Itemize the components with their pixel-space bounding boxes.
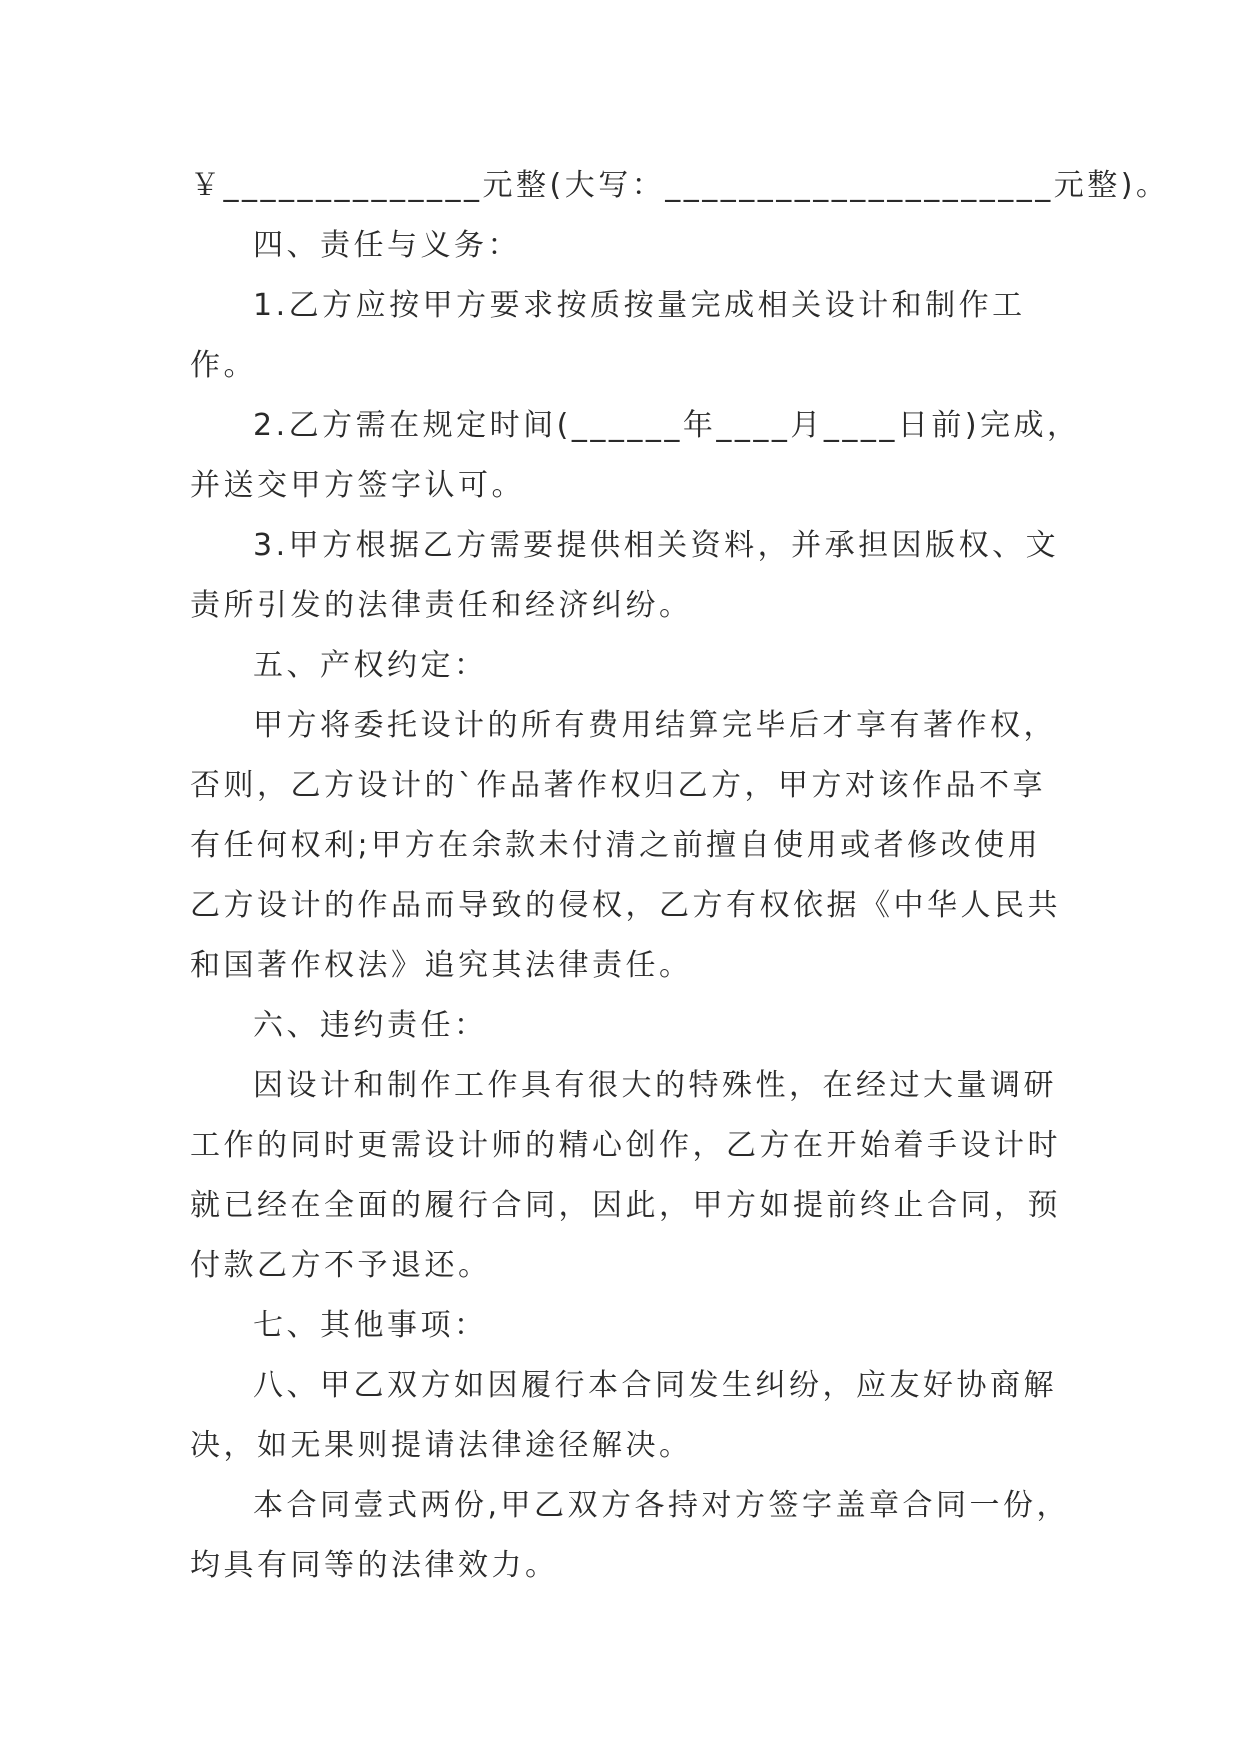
clause-3-line-1: 3.甲方根据乙方需要提供相关资料，并承担因版权、文	[253, 528, 1060, 563]
copies-line-1: 本合同壹式两份,甲乙双方各持对方签字盖章合同一份，	[253, 1488, 1071, 1523]
breach-line-2: 工作的同时更需设计师的精心创作，乙方在开始着手设计时	[190, 1128, 1061, 1163]
clause-2-line-1: 2.乙方需在规定时间(______年____月____日前)完成，	[253, 408, 1081, 443]
property-rights-line-4: 乙方设计的作品而导致的侵权，乙方有权依据《中华人民共	[190, 888, 1061, 923]
property-rights-line-2: 否则，乙方设计的`作品著作权归乙方，甲方对该作品不享	[190, 768, 1046, 803]
section-heading-property-rights: 五、产权约定：	[253, 648, 488, 683]
property-rights-line-1: 甲方将委托设计的所有费用结算完毕后才享有著作权，	[253, 708, 1057, 743]
breach-line-4: 付款乙方不予退还。	[190, 1248, 492, 1283]
contract-body	[190, 156, 1170, 1596]
breach-line-1: 因设计和制作工作具有很大的特殊性，在经过大量调研	[253, 1068, 1057, 1103]
dispute-line-1: 八、甲乙双方如因履行本合同发生纠纷，应友好协商解	[253, 1368, 1057, 1403]
section-heading-other-matters: 七、其他事项：	[253, 1308, 488, 1343]
amount-line: ￥______________元整(大写：_____________________元整)。	[190, 168, 1170, 203]
clause-2-line-2: 并送交甲方签字认可。	[190, 468, 525, 503]
clause-1-line-1: 1.乙方应按甲方要求按质按量完成相关设计和制作工	[253, 288, 1026, 323]
clause-1-line-2: 作。	[190, 348, 257, 383]
clause-3-line-2: 责所引发的法律责任和经济纠纷。	[190, 588, 693, 623]
section-heading-responsibilities: 四、责任与义务：	[253, 228, 521, 263]
property-rights-line-3: 有任何权利;甲方在余款未付清之前擅自使用或者修改使用	[190, 828, 1042, 863]
breach-line-3: 就已经在全面的履行合同，因此，甲方如提前终止合同，预	[190, 1188, 1061, 1223]
section-heading-breach: 六、违约责任：	[253, 1008, 488, 1043]
copies-line-2: 均具有同等的法律效力。	[190, 1548, 559, 1583]
dispute-line-2: 决，如无果则提请法律途径解决。	[190, 1428, 693, 1463]
property-rights-line-5: 和国著作权法》追究其法律责任。	[190, 948, 693, 983]
